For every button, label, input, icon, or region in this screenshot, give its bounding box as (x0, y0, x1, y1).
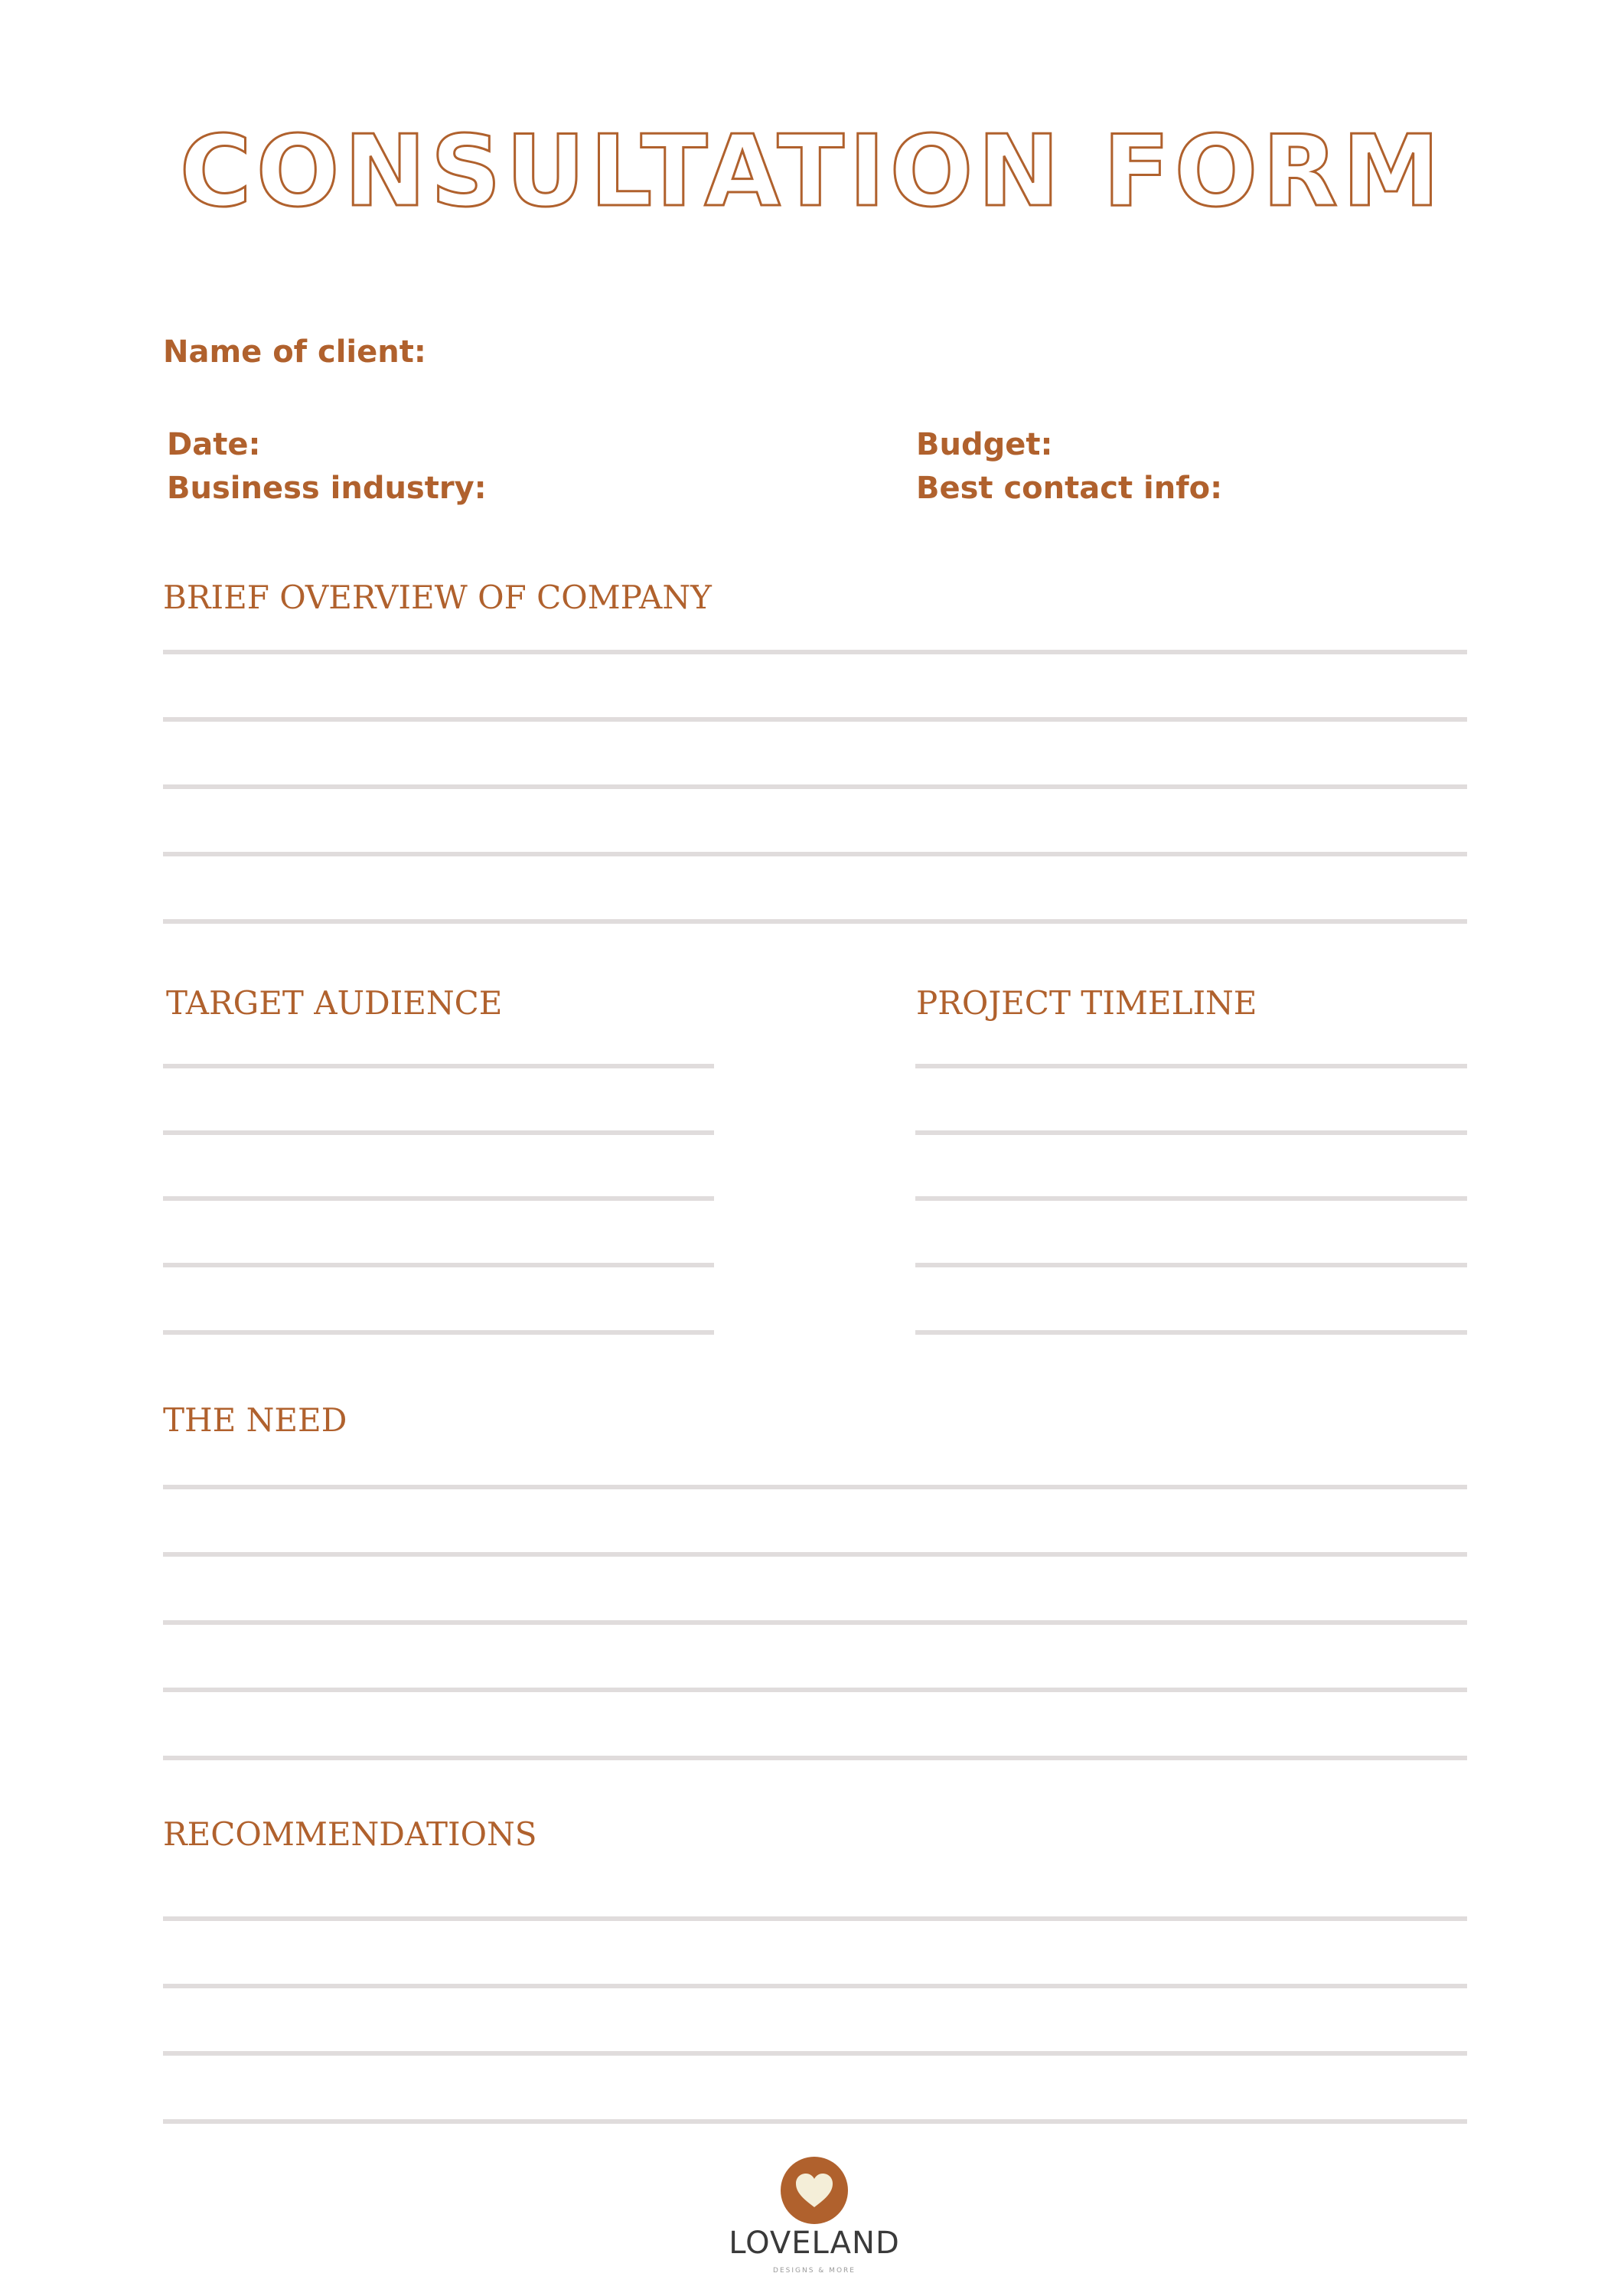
target-audience-heading: TARGET AUDIENCE (166, 984, 503, 1022)
heart-icon (794, 2172, 834, 2209)
project-timeline-heading: PROJECT TIMELINE (916, 984, 1257, 1022)
brief-overview-line[interactable] (163, 717, 1467, 722)
logo-name: LOVELAND (729, 2226, 900, 2261)
project-timeline-line[interactable] (915, 1064, 1467, 1068)
target-audience-line[interactable] (163, 1196, 714, 1201)
loveland-logo-badge (781, 2157, 848, 2224)
recommendations-line[interactable] (163, 1916, 1467, 1921)
project-timeline-line[interactable] (915, 1130, 1467, 1135)
the-need-line[interactable] (163, 1485, 1467, 1489)
business-industry-label: Business industry: (167, 471, 487, 506)
brief-overview-line[interactable] (163, 852, 1467, 856)
brief-overview-heading: BRIEF OVERVIEW OF COMPANY (163, 579, 712, 616)
project-timeline-line[interactable] (915, 1263, 1467, 1267)
target-audience-line[interactable] (163, 1130, 714, 1135)
target-audience-line[interactable] (163, 1064, 714, 1068)
best-contact-info-label: Best contact info: (916, 471, 1223, 506)
recommendations-line[interactable] (163, 1984, 1467, 1988)
recommendations-heading: RECOMMENDATIONS (163, 1815, 537, 1853)
brief-overview-line[interactable] (163, 919, 1467, 924)
recommendations-line[interactable] (163, 2119, 1467, 2124)
the-need-line[interactable] (163, 1756, 1467, 1760)
date-label: Date: (167, 427, 261, 462)
target-audience-line[interactable] (163, 1263, 714, 1267)
the-need-line[interactable] (163, 1688, 1467, 1692)
name-of-client-label: Name of client: (163, 334, 426, 370)
target-audience-line[interactable] (163, 1330, 714, 1335)
the-need-line[interactable] (163, 1620, 1467, 1625)
the-need-line[interactable] (163, 1552, 1467, 1557)
budget-label: Budget: (916, 427, 1053, 462)
the-need-heading: THE NEED (163, 1401, 347, 1439)
brief-overview-line[interactable] (163, 650, 1467, 654)
logo-tagline: DESIGNS & MORE (773, 2267, 856, 2275)
project-timeline-line[interactable] (915, 1196, 1467, 1201)
brief-overview-line[interactable] (163, 784, 1467, 789)
project-timeline-line[interactable] (915, 1330, 1467, 1335)
recommendations-line[interactable] (163, 2051, 1467, 2056)
form-title: CONSULTATION FORM (179, 115, 1445, 229)
